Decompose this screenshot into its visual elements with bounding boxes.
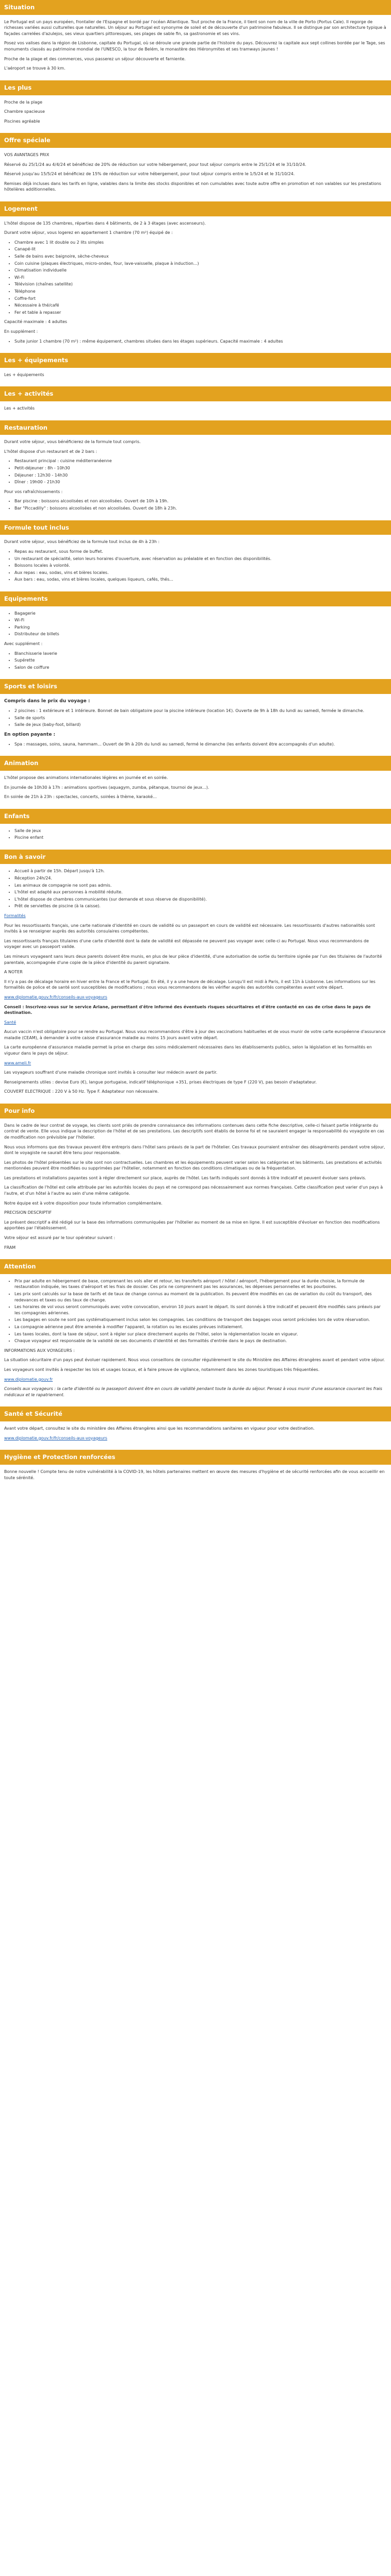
paragraph: Les ressortissants français titulaires d'une carte d'identité dont la date de validité est dépassée ne peuvent pas voyager avec celle-ci au Portugal. Nous vous recommandons de voyager avec un passeport valide.: [4, 938, 369, 950]
subheading: Compris dans le prix du voyage :: [4, 698, 90, 704]
paragraph: Le Portugal est un pays européen, frontalier de l'Espagne et bordé par l'océan Atlantique. Tout proche de la France, il tient son nom de la ville de Porto (Portus Cale). Il regorge de richesses variées aussi culturelles que naturelles. Un séjour au Portugal est synonyme de soleil et de découverte d'un patrimoine fabuleux. Il se distingue par son architecture typique à façades carrelées d'azulejos, ses vieux quartiers pittoresques, ses plages de sable fin, sa gastronomie et ses vins.: [4, 19, 386, 36]
list-item: • Aux repas : eau, sodas, vins et bières locales.: [14, 570, 387, 576]
paragraph: INFORMATIONS AUX VOYAGEURS :: [4, 1348, 75, 1353]
paragraph: Nous vous informons que des travaux peuvent être entrepris dans l'hôtel sans préavis de la part de l'hôtelier. Ces travaux pourraient entraîner des désagréments pendant votre séjour, dont le voyagiste ne saurait être tenu pour responsable.: [4, 1144, 385, 1156]
list-item: • Parking: [14, 624, 387, 631]
list-item: • Salle de sports: [14, 715, 387, 721]
paragraph: Avant votre départ, consultez le site du ministère des Affaires étrangères ainsi que les recommandations sanitaires en vigueur pour votre destination.: [4, 1426, 315, 1431]
paragraph: Renseignements utiles : devise Euro (€), langue portugaise, indicatif téléphonique +351, prises électriques de type F (220 V), pas besoin d'adaptateur.: [4, 1079, 317, 1084]
paragraph: Dans le cadre de leur contrat de voyage, les clients sont priés de prendre connaissance des informations contenues dans cette fiche descriptive, celle-ci faisant partie intégrante du contrat de vente. Elle vous indique la description de l'hôtel et de ses prestations. Les descriptifs sont établis de bonne foi et ne sauraient engager la responsabilité du voyagiste en cas de modification non prévisible par l'hôtelier.: [4, 1123, 384, 1140]
section-header-equipements: Equipements: [0, 591, 391, 606]
paragraph: La situation sécuritaire d'un pays peut évoluer rapidement. Nous vous conseillons de consulter régulièrement le site du Ministère des Affaires étrangères avant et pendant votre séjour.: [4, 1358, 385, 1363]
section-header-equipements-band: Les + équipements: [0, 353, 391, 368]
subheading: En option payante :: [4, 732, 56, 737]
list-item: • Climatisation individuelle: [14, 267, 387, 274]
paragraph: En supplément :: [4, 329, 38, 334]
list-item: • Prêt de serviettes de piscine (à la caisse).: [14, 903, 387, 909]
external-link[interactable]: www.diplomatie.gouv.fr/fr/conseils-aux-voyageurs: [4, 994, 107, 999]
paragraph: PRECISION DESCRIPTIF: [4, 1210, 52, 1215]
list-item: • Déjeuner : 12h30 - 14h30: [14, 472, 387, 479]
section-header-activites-band: Les + activités: [0, 386, 391, 401]
paragraph: Il n'y a pas de décalage horaire en hiver entre la France et le Portugal. En été, il y a une heure de décalage. Lorsqu'il est midi à Paris, il est 11h à Lisbonne. Les informations sur les formalités de police et de santé sont susceptibles de modifications ; nous vous recommandons de les vérifier auprès des autorités compétentes avant votre départ.: [4, 979, 376, 990]
list-item: Piscines agréable: [4, 118, 40, 124]
list-item: • Salon de coiffure: [14, 665, 387, 671]
external-link[interactable]: www.ameli.fr: [4, 1060, 31, 1065]
section-header-attention: Attention: [0, 1259, 391, 1274]
sports-section: [0, 679, 391, 756]
list-item: • Coffre-fort: [14, 296, 387, 302]
equipements-section: [0, 591, 391, 679]
list-item: • Blanchisserie laverie: [14, 651, 387, 657]
paragraph: Durant votre séjour, vous bénéficierez de la formule tout compris.: [4, 439, 141, 445]
list-item: • Télévision (chaînes satellite): [14, 281, 387, 287]
paragraph: Durant votre séjour, vous logerez en appartement 1 chambre (70 m²) équipé de :: [4, 230, 173, 235]
list-item: • Spa : massages, soins, sauna, hammam... Ouvert de 9h à 20h du lundi au samedi, fermé le dimanche (les enfants doivent être accompagnés d'un adulte).: [14, 741, 387, 748]
paragraph: Conseils aux voyageurs : la carte d'identité ou le passeport doivent être en cours de validité pendant toute la durée du séjour. Pensez à vous munir d'une assurance couvrant les frais médicaux et le rapatriement.: [4, 1386, 382, 1397]
list-item: • Réception 24h/24.: [14, 875, 387, 882]
paragraph: Conseil : Inscrivez-vous sur le service Ariane, permettant d'être informé des éventuels risques sécuritaires et d'être contacté en cas de crise dans le pays de destination.: [4, 1004, 371, 1015]
paragraph: Le présent descriptif a été rédigé sur la base des informations communiquées par l'hôtelier au moment de sa mise en ligne. Il est susceptible d'évoluer en fonction des modifications apportées par l'établissement.: [4, 1219, 380, 1231]
list-item: • Dîner : 19h00 - 21h30: [14, 479, 387, 485]
list-item: • Chambre avec 1 lit double ou 2 lits simples: [14, 240, 387, 246]
list-item: • Les horaires de vol vous seront communiqués avec votre convocation, environ 10 jours avant le départ. Ils sont donnés à titre indicatif et peuvent être modifiés sans préavis par les compagnies aériennes.: [14, 1304, 387, 1316]
list-item: • Les animaux de compagnie ne sont pas admis.: [14, 883, 387, 889]
section-header-logement: Logement: [0, 201, 391, 216]
enfants-section: [0, 809, 391, 850]
paragraph: La classification de l'hôtel est celle attribuée par les autorités locales du pays et ne correspond pas nécessairement aux normes françaises. Cette classification peut varier d'un pays à l'autre, et d'un hôtel à l'autre au sein d'une même catégorie.: [4, 1185, 383, 1196]
paragraph: Les prestations et installations payantes sont à régler directement sur place, auprès de l'hôtel. Les tarifs indiqués sont donnés à titre indicatif et peuvent évoluer sans préavis.: [4, 1175, 366, 1180]
paragraph: En soirée de 21h à 23h : spectacles, concerts, soirées à thème, karaoké...: [4, 794, 157, 800]
paragraph: Capacité maximale : 4 adultes: [4, 319, 68, 325]
paragraph: Notre équipe est à votre disposition pour toute information complémentaire.: [4, 1200, 162, 1206]
paragraph: L'aéroport se trouve à 30 km.: [4, 66, 66, 71]
paragraph: Proche de la plage et des commerces, vous passerez un séjour découverte et farniente.: [4, 56, 186, 61]
paragraph: Les + activités: [4, 406, 35, 411]
situation-section: [0, 0, 391, 80]
paragraph: La carte européenne d'assurance maladie permet la prise en charge des soins médicalement nécessaires dans les établissements publics, selon la législation et les formalités en vigueur dans le pays de séjour.: [4, 1045, 372, 1056]
section-header-sante-securite: Santé et Sécurité: [0, 1406, 391, 1421]
paragraph: Aucun vaccin n'est obligatoire pour se rendre au Portugal. Nous vous recommandons d'être à jour des vaccinations habituelles et de vous munir de votre carte européenne d'assurance maladie (CEAM), à demander à votre caisse d'assurance maladie au moins 15 jours avant votre départ.: [4, 1029, 386, 1040]
list-item: • Bagagerie: [14, 611, 387, 617]
paragraph: L'hôtel dispose d'un restaurant et de 2 bars :: [4, 449, 97, 454]
section-header-plus: Les plus: [0, 80, 391, 95]
list-item: • Salle de bains avec baignoire, sèche-cheveux: [14, 253, 387, 260]
list-item: • La compagnie aérienne peut être amenée à modifier l'appareil, la rotation ou les escales prévues initialement.: [14, 1324, 387, 1330]
paragraph: Pour vos rafraîchissements :: [4, 489, 63, 494]
list-item: • Salle de jeux: [14, 828, 387, 834]
list-item: • Canapé-lit: [14, 246, 387, 252]
paragraph: L'hôtel dispose de 135 chambres, réparties dans 4 bâtiments, de 2 à 3 étages (avec ascenseurs).: [4, 221, 206, 226]
paragraph: Votre séjour est assuré par le tour opérateur suivant :: [4, 1235, 116, 1241]
list-item: • Bar "Piccadilly" : boissons alcoolisées et non alcoolisées. Ouvert de 18h à 23h.: [14, 505, 387, 512]
paragraph: A NOTER: [4, 970, 23, 975]
list-item: • Aux bars : eau, sodas, vins et bières locales, quelques liqueurs, cafés, thés...: [14, 577, 387, 583]
list-item: • Supérette: [14, 657, 387, 664]
sante-securite-section: [0, 1406, 391, 1450]
paragraph: Avec supplément :: [4, 641, 43, 646]
plus-section: [0, 80, 391, 133]
list-item: • Un restaurant de spécialité, selon leurs horaires d'ouverture, avec réservation au préalable et en fonction des disponibilités.: [14, 556, 387, 562]
hygiene-section: [0, 1450, 391, 1489]
list-item: Proche de la plage: [4, 99, 43, 105]
paragraph: Les voyageurs souffrant d'une maladie chronique sont invités à consulter leur médecin avant de partir.: [4, 1070, 218, 1075]
list-item: • Prix par adulte en hébergement de base, comprenant les vols aller et retour, les transferts aéroport / hôtel / aéroport, l'hébergement pour la durée choisie, la formule de restauration indiquée, les taxes d'aéroport et les frais de dossier. Ces prix ne comprennent pas les assurances, les dépenses personnelles et les pourboires.: [14, 1278, 387, 1290]
offre-section: [0, 133, 391, 201]
section-header-animation: Animation: [0, 756, 391, 771]
section-header-bon-savoir: Bon à savoir: [0, 850, 391, 865]
paragraph: Réservé du 25/1/24 au 4/4/24 et bénéficiez de 20% de réduction sur votre hébergement, pour tout séjour compris entre le 25/1/24 et le 31/10/24.: [4, 162, 306, 167]
section-header-pour-info: Pour info: [0, 1104, 391, 1118]
paragraph: Durant votre séjour, vous bénéficiez de la formule tout inclus de 4h à 23h :: [4, 539, 160, 545]
list-item: • Accueil à partir de 15h. Départ jusqu'à 12h.: [14, 868, 387, 874]
paragraph: COUVERT ELECTRIQUE : 220 V à 50 Hz. Type F. Adaptateur non nécessaire.: [4, 1089, 159, 1094]
external-link[interactable]: www.diplomatie.gouv.fr/fr/conseils-aux-voyageurs: [4, 1435, 107, 1440]
section-header-enfants: Enfants: [0, 809, 391, 824]
list-item: • Fer et table à repasser: [14, 310, 387, 316]
list-item: • L'hôtel dispose de chambres communicantes (sur demande et sous réserve de disponibilité).: [14, 896, 387, 903]
section-header-sports: Sports et loisirs: [0, 679, 391, 694]
section-header-situation: Situation: [0, 0, 391, 15]
attention-section: [0, 1259, 391, 1406]
list-item: • Bar piscine : boissons alcoolisées et non alcoolisées. Ouvert de 10h à 19h.: [14, 498, 387, 504]
subheading-link[interactable]: Formalités: [4, 913, 26, 918]
section-header-offre: Offre spéciale: [0, 133, 391, 148]
list-item: • Suite junior 1 chambre (70 m²) : même équipement, chambres situées dans les étages supérieurs. Capacité maximale : 4 adultes: [14, 338, 387, 345]
list-item: • Les bagages en soute ne sont pas systématiquement inclus selon les compagnies. Les conditions de transport des bagages vous seront précisées lors de votre réservation.: [14, 1317, 387, 1323]
list-item: • Boissons locales à volonté.: [14, 563, 387, 569]
list-item: • Coin cuisine (plaques électriques, micro-ondes, four, lave-vaisselle, plaque à induction...): [14, 261, 387, 267]
restauration-section: [0, 420, 391, 520]
list-item: • Chaque voyageur est responsable de la validité de ses documents d'identité et des formalités d'entrée dans le pays de destination.: [14, 1338, 387, 1344]
paragraph: Posez vos valises dans la région de Lisbonne, capitale du Portugal, où se déroule une grande partie de l'histoire du pays. Découvrez la capitale aux sept collines bordée par le Tage, ses monuments classés au patrimoine mondial de l'UNESCO, la tour de Belém, le monastère des Hiéronymites et ses tramways jaunes !: [4, 41, 385, 52]
list-item: • L'hôtel est adapté aux personnes à mobilité réduite.: [14, 889, 387, 895]
paragraph: Remises déjà incluses dans les tarifs en ligne, valables dans la limite des stocks disponibles et non cumulables avec toute autre offre en promotion et non valables sur les prestations hôtelières additionnelles.: [4, 181, 381, 192]
list-item: • Repas au restaurant, sous forme de buffet.: [14, 549, 387, 555]
list-item: • Nécessaire à thé/café: [14, 302, 387, 309]
paragraph: FRAM: [4, 1245, 16, 1250]
list-item: • Les prix sont calculés sur la base de tarifs et de taux de change connus au moment de la publication. Ils peuvent être modifiés en cas de variation du coût du transport, des redevances et taxes ou des taux de change.: [14, 1291, 387, 1303]
list-item: • Téléphone: [14, 289, 387, 295]
pour-info-section: [0, 1104, 391, 1259]
bon-savoir-section: [0, 850, 391, 1104]
section-header-formule: Formule tout inclus: [0, 520, 391, 535]
list-item: • Les taxes locales, dont la taxe de séjour, sont à régler sur place directement auprès de l'hôtel, selon la réglementation locale en vigueur.: [14, 1331, 387, 1337]
subheading-link[interactable]: Santé: [4, 1020, 17, 1025]
formule-section: [0, 520, 391, 591]
list-item: • Restaurant principal : cuisine méditerranéenne: [14, 458, 387, 464]
animation-section: [0, 756, 391, 808]
paragraph: Les mineurs voyageant sans leurs deux parents doivent être munis, en plus de leur pièce d'identité, d'une autorisation de sortie du territoire signée par l'un des titulaires de l'autorité parentale, accompagnée d'une copie de la pièce d'identité du parent signataire.: [4, 954, 382, 965]
list-item: • Wi-Fi: [14, 617, 387, 623]
paragraph: L'hôtel propose des animations internationales légères en journée et en soirée.: [4, 775, 168, 781]
paragraph: Les voyageurs sont invités à respecter les lois et usages locaux, et à faire preuve de vigilance, notamment dans les zones touristiques très fréquentées.: [4, 1367, 320, 1372]
list-item: • Petit-déjeuner : 8h - 10h30: [14, 465, 387, 471]
list-item: • Salle de jeux (baby-foot, billard): [14, 722, 387, 728]
list-item: • Distributeur de billets: [14, 631, 387, 637]
section-header-hygiene: Hygiène et Protection renforcées: [0, 1450, 391, 1465]
list-item: Chambre spacieuse: [4, 109, 45, 114]
paragraph: Réservé jusqu'au 15/5/24 et bénéficiez de 15% de réduction sur votre hébergement, pour tout séjour compris entre le 1/5/24 et le 31/10/24.: [4, 172, 295, 177]
paragraph: Pour les ressortissants français, une carte nationale d'identité en cours de validité ou un passeport en cours de validité est nécessaire. Les ressortissants d'autres nationalités sont invités à se renseigner auprès des autorités consulaires compétentes.: [4, 923, 376, 934]
paragraph: Les + équipements: [4, 372, 44, 377]
paragraph: Bonne nouvelle ! Compte tenu de notre vulnérabilité à la COVID-19, les hôtels partenaires mettent en œuvre des mesures d'hygiène et de sécurité renforcées afin de vous accueillir en toute sérénité.: [4, 1469, 385, 1480]
section-header-restauration: Restauration: [0, 420, 391, 435]
list-item: • Piscine enfant: [14, 835, 387, 841]
logement-section: [0, 201, 391, 353]
list-item: • Wi-Fi: [14, 275, 387, 281]
list-item: • 2 piscines : 1 extérieure et 1 intérieure. Bonnet de bain obligatoire pour la piscine intérieure (location 1€). Ouverte de 9h à 18h du lundi au samedi, fermée le dimanche.: [14, 708, 387, 714]
external-link[interactable]: www.diplomatie.gouv.fr: [4, 1377, 53, 1382]
equipements-band-section: [0, 353, 391, 386]
paragraph: En journée de 10h30 à 17h : animations sportives (aquagym, zumba, pétanque, tournoi de jeux...).: [4, 785, 209, 790]
activites-band-section: [0, 386, 391, 420]
paragraph: VOS AVANTAGES PRIX: [4, 152, 50, 157]
paragraph: Les photos de l'hôtel présentées sur le site sont non contractuelles. Les chambres et les équipements peuvent varier selon les catégories et les bâtiments. Les prestations et activités mentionnées peuvent être modifiées ou supprimées par l'hôtelier, notamment en fonction des conditions climatiques ou de la fréquentation.: [4, 1160, 382, 1171]
